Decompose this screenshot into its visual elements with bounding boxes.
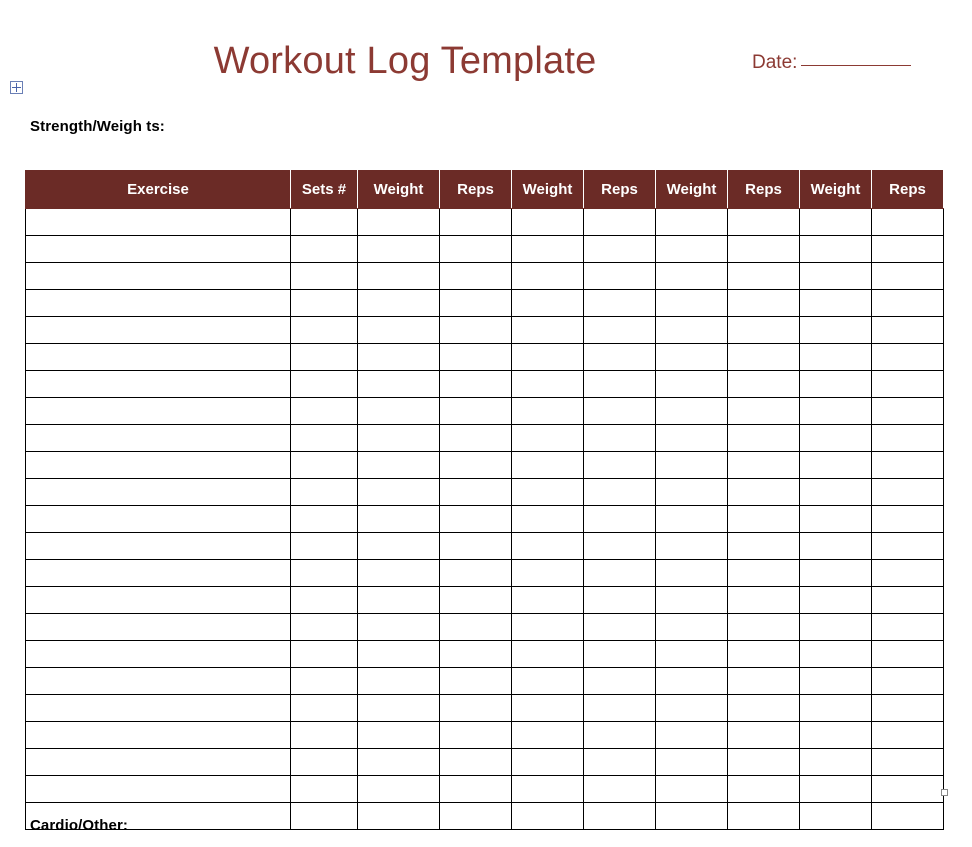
table-cell[interactable] (656, 236, 728, 263)
table-cell[interactable] (584, 398, 656, 425)
table-cell[interactable] (512, 722, 584, 749)
table-cell[interactable] (26, 263, 291, 290)
table-cell[interactable] (358, 236, 440, 263)
table-cell[interactable] (800, 290, 872, 317)
table-cell[interactable] (291, 533, 358, 560)
table-cell[interactable] (512, 560, 584, 587)
table-cell[interactable] (728, 290, 800, 317)
table-cell[interactable] (584, 641, 656, 668)
table-cell[interactable] (440, 587, 512, 614)
table-cell[interactable] (728, 668, 800, 695)
table-row (26, 344, 944, 371)
column-header-reps-1: Reps (440, 171, 512, 209)
table-cell[interactable] (872, 425, 944, 452)
section-label-strength: Strength/Weigh ts: (30, 118, 165, 135)
table-cell[interactable] (358, 371, 440, 398)
table-cell[interactable] (358, 722, 440, 749)
date-label: Date: (752, 52, 798, 73)
table-cell[interactable] (800, 695, 872, 722)
table-cell[interactable] (358, 587, 440, 614)
table-cell[interactable] (512, 695, 584, 722)
table-cell[interactable] (728, 479, 800, 506)
table-cell[interactable] (358, 533, 440, 560)
table-cell[interactable] (512, 479, 584, 506)
table-cell[interactable] (800, 209, 872, 236)
table-cell[interactable] (800, 344, 872, 371)
table-cell[interactable] (291, 344, 358, 371)
table-cell[interactable] (512, 209, 584, 236)
table-cell[interactable] (440, 398, 512, 425)
table-cell[interactable] (728, 371, 800, 398)
table-cell[interactable] (800, 560, 872, 587)
table-cell[interactable] (800, 614, 872, 641)
table-cell[interactable] (728, 263, 800, 290)
table-cell[interactable] (584, 263, 656, 290)
table-cell[interactable] (656, 722, 728, 749)
table-cell[interactable] (872, 371, 944, 398)
table-cell[interactable] (291, 587, 358, 614)
table-row (26, 803, 944, 830)
table-cell[interactable] (800, 479, 872, 506)
table-cell[interactable] (872, 209, 944, 236)
table-cell[interactable] (728, 641, 800, 668)
table-cell[interactable] (800, 317, 872, 344)
table-cell[interactable] (584, 695, 656, 722)
table-body (26, 209, 944, 830)
section-label-cardio: Cardio/Other: (30, 817, 128, 834)
column-header-weight-3: Weight (656, 171, 728, 209)
table-cell[interactable] (656, 668, 728, 695)
table-cell[interactable] (440, 803, 512, 830)
table-cell[interactable] (872, 695, 944, 722)
table-row (26, 317, 944, 344)
table-cell[interactable] (291, 776, 358, 803)
table-cell[interactable] (26, 344, 291, 371)
table-row (26, 776, 944, 803)
table-cell[interactable] (26, 209, 291, 236)
table-cell[interactable] (26, 614, 291, 641)
table-row (26, 668, 944, 695)
table-cell[interactable] (440, 776, 512, 803)
table-cell[interactable] (584, 587, 656, 614)
table-cell[interactable] (512, 533, 584, 560)
table-cell[interactable] (440, 452, 512, 479)
table-cell[interactable] (358, 749, 440, 776)
table-cell[interactable] (872, 533, 944, 560)
table-cell[interactable] (358, 506, 440, 533)
table-cell[interactable] (800, 425, 872, 452)
table-cell[interactable] (26, 641, 291, 668)
table-cell[interactable] (358, 776, 440, 803)
table-cell[interactable] (512, 317, 584, 344)
table-cell[interactable] (800, 803, 872, 830)
table-row (26, 614, 944, 641)
table-cell[interactable] (584, 506, 656, 533)
table-cell[interactable] (440, 290, 512, 317)
table-cell[interactable] (512, 506, 584, 533)
table-cell[interactable] (584, 749, 656, 776)
table-cell[interactable] (291, 425, 358, 452)
table-cell[interactable] (656, 452, 728, 479)
table-cell[interactable] (872, 614, 944, 641)
table-cell[interactable] (440, 533, 512, 560)
table-cell[interactable] (440, 668, 512, 695)
table-cell[interactable] (872, 263, 944, 290)
table-cell[interactable] (358, 803, 440, 830)
table-cell[interactable] (291, 479, 358, 506)
table-cell[interactable] (800, 722, 872, 749)
column-header-weight-2: Weight (512, 171, 584, 209)
table-cell[interactable] (584, 236, 656, 263)
table-cell[interactable] (656, 695, 728, 722)
table-cell[interactable] (26, 533, 291, 560)
table-cell[interactable] (440, 344, 512, 371)
table-cell[interactable] (440, 209, 512, 236)
table-row (26, 560, 944, 587)
strength-log-table (25, 170, 944, 830)
table-cell[interactable] (358, 317, 440, 344)
table-cell[interactable] (26, 695, 291, 722)
table-cell[interactable] (728, 506, 800, 533)
table-cell[interactable] (584, 803, 656, 830)
table-cell[interactable] (656, 479, 728, 506)
table-cell[interactable] (26, 425, 291, 452)
table-row (26, 695, 944, 722)
table-row (26, 749, 944, 776)
table-cell[interactable] (656, 749, 728, 776)
table-cell[interactable] (800, 371, 872, 398)
table-cell[interactable] (440, 479, 512, 506)
table-cell[interactable] (728, 722, 800, 749)
table-cell[interactable] (512, 236, 584, 263)
table-cell[interactable] (800, 668, 872, 695)
table-cell[interactable] (358, 425, 440, 452)
table-row (26, 587, 944, 614)
table-cell[interactable] (512, 425, 584, 452)
table-cell[interactable] (728, 749, 800, 776)
table-cell[interactable] (26, 722, 291, 749)
table-row (26, 371, 944, 398)
table-cell[interactable] (512, 803, 584, 830)
table-cell[interactable] (872, 398, 944, 425)
table-cell[interactable] (584, 425, 656, 452)
table-cell[interactable] (26, 506, 291, 533)
table-cell[interactable] (728, 803, 800, 830)
table-cell[interactable] (872, 587, 944, 614)
table-cell[interactable] (291, 398, 358, 425)
column-header-weight-1: Weight (358, 171, 440, 209)
table-cell[interactable] (728, 587, 800, 614)
table-cell[interactable] (656, 506, 728, 533)
table-cell[interactable] (656, 371, 728, 398)
table-cell[interactable] (358, 290, 440, 317)
table-cell[interactable] (291, 560, 358, 587)
table-cell[interactable] (728, 560, 800, 587)
table-cell[interactable] (512, 749, 584, 776)
date-field-group (752, 52, 911, 74)
table-cell[interactable] (728, 209, 800, 236)
table-cell[interactable] (584, 317, 656, 344)
table-cell[interactable] (872, 290, 944, 317)
table-cell[interactable] (656, 290, 728, 317)
table-cell[interactable] (358, 452, 440, 479)
column-header-reps-4: Reps (872, 171, 944, 209)
table-cell[interactable] (512, 641, 584, 668)
table-cell[interactable] (728, 776, 800, 803)
table-cell[interactable] (440, 749, 512, 776)
table-row (26, 236, 944, 263)
table-cell[interactable] (358, 398, 440, 425)
table-cell[interactable] (728, 236, 800, 263)
table-cell[interactable] (26, 398, 291, 425)
table-cell[interactable] (656, 614, 728, 641)
table-cell[interactable] (728, 344, 800, 371)
table-cell[interactable] (728, 695, 800, 722)
table-cell[interactable] (656, 641, 728, 668)
table-cell[interactable] (656, 560, 728, 587)
table-row (26, 263, 944, 290)
table-cell[interactable] (728, 452, 800, 479)
table-row (26, 452, 944, 479)
table-cell[interactable] (291, 371, 358, 398)
table-cell[interactable] (656, 533, 728, 560)
table-cell[interactable] (584, 668, 656, 695)
table-cell[interactable] (728, 614, 800, 641)
table-row (26, 533, 944, 560)
table-cell[interactable] (291, 722, 358, 749)
table-cell[interactable] (26, 452, 291, 479)
table-cell[interactable] (656, 803, 728, 830)
table-move-handle-icon[interactable] (10, 81, 23, 94)
table-cell[interactable] (291, 506, 358, 533)
table-cell[interactable] (584, 776, 656, 803)
table-cell[interactable] (440, 425, 512, 452)
table-cell[interactable] (26, 236, 291, 263)
table-cell[interactable] (800, 533, 872, 560)
table-cell[interactable] (584, 209, 656, 236)
table-cell[interactable] (800, 506, 872, 533)
table-cell[interactable] (656, 344, 728, 371)
table-cell[interactable] (728, 533, 800, 560)
table-cell[interactable] (26, 560, 291, 587)
table-cell[interactable] (26, 749, 291, 776)
table-cell[interactable] (872, 317, 944, 344)
column-header-reps-3: Reps (728, 171, 800, 209)
table-row (26, 290, 944, 317)
table-cell[interactable] (440, 614, 512, 641)
table-cell[interactable] (291, 695, 358, 722)
table-cell[interactable] (358, 344, 440, 371)
table-cell[interactable] (26, 668, 291, 695)
table-row (26, 641, 944, 668)
table-cell[interactable] (872, 776, 944, 803)
table-cell[interactable] (440, 317, 512, 344)
table-cell[interactable] (584, 479, 656, 506)
table-cell[interactable] (872, 506, 944, 533)
table-cell[interactable] (584, 344, 656, 371)
table-cell[interactable] (358, 695, 440, 722)
table-cell[interactable] (358, 641, 440, 668)
table-cell[interactable] (512, 587, 584, 614)
table-cell[interactable] (26, 290, 291, 317)
table-cell[interactable] (872, 560, 944, 587)
table-cell[interactable] (584, 614, 656, 641)
table-cell[interactable] (512, 290, 584, 317)
table-cell[interactable] (584, 533, 656, 560)
table-cell[interactable] (656, 425, 728, 452)
table-cell[interactable] (26, 317, 291, 344)
table-cell[interactable] (656, 776, 728, 803)
date-input-line[interactable] (801, 52, 911, 66)
table-cell[interactable] (584, 722, 656, 749)
table-cell[interactable] (800, 587, 872, 614)
table-cell[interactable] (656, 587, 728, 614)
table-cell[interactable] (800, 749, 872, 776)
table-cell[interactable] (291, 749, 358, 776)
table-cell[interactable] (26, 479, 291, 506)
table-cell[interactable] (872, 668, 944, 695)
table-cell[interactable] (291, 614, 358, 641)
table-cell[interactable] (358, 614, 440, 641)
table-cell[interactable] (800, 641, 872, 668)
table-cell[interactable] (291, 290, 358, 317)
table-cell[interactable] (440, 263, 512, 290)
table-cell[interactable] (358, 560, 440, 587)
table-cell[interactable] (872, 641, 944, 668)
page-title: Workout Log Template (213, 40, 597, 82)
table-cell[interactable] (512, 398, 584, 425)
table-cell[interactable] (291, 452, 358, 479)
table-cell[interactable] (440, 371, 512, 398)
table-resize-handle-icon[interactable] (941, 789, 948, 796)
table-cell[interactable] (728, 398, 800, 425)
table-cell[interactable] (440, 641, 512, 668)
table-cell[interactable] (656, 263, 728, 290)
table-row (26, 425, 944, 452)
table-cell[interactable] (291, 236, 358, 263)
table-cell[interactable] (584, 560, 656, 587)
table-cell[interactable] (728, 425, 800, 452)
table-cell[interactable] (512, 668, 584, 695)
table-cell[interactable] (584, 290, 656, 317)
table-cell[interactable] (872, 236, 944, 263)
table-cell[interactable] (872, 803, 944, 830)
table-cell[interactable] (26, 776, 291, 803)
table-cell[interactable] (440, 236, 512, 263)
table-cell[interactable] (512, 263, 584, 290)
table-cell[interactable] (872, 344, 944, 371)
table-cell[interactable] (358, 479, 440, 506)
table-cell[interactable] (656, 209, 728, 236)
table-cell[interactable] (800, 263, 872, 290)
column-header-exercise: Exercise (26, 171, 291, 209)
table-cell[interactable] (512, 776, 584, 803)
table-cell[interactable] (512, 371, 584, 398)
table-cell[interactable] (800, 776, 872, 803)
table-cell[interactable] (656, 317, 728, 344)
table-cell[interactable] (800, 398, 872, 425)
table-cell[interactable] (656, 398, 728, 425)
table-cell[interactable] (872, 749, 944, 776)
table-row (26, 506, 944, 533)
table-cell[interactable] (872, 479, 944, 506)
table-header-row (26, 171, 944, 209)
table-cell[interactable] (800, 452, 872, 479)
table-row (26, 398, 944, 425)
table-cell[interactable] (440, 506, 512, 533)
table-cell[interactable] (291, 209, 358, 236)
table-cell[interactable] (872, 452, 944, 479)
table-cell[interactable] (440, 722, 512, 749)
table-row (26, 479, 944, 506)
table-cell[interactable] (440, 560, 512, 587)
table-cell[interactable] (728, 317, 800, 344)
column-header-weight-4: Weight (800, 171, 872, 209)
table-cell[interactable] (872, 722, 944, 749)
table-cell[interactable] (584, 452, 656, 479)
table-row (26, 722, 944, 749)
table-cell[interactable] (291, 317, 358, 344)
column-header-sets: Sets # (291, 171, 358, 209)
table-cell[interactable] (512, 344, 584, 371)
table-cell[interactable] (291, 641, 358, 668)
table-cell[interactable] (26, 371, 291, 398)
table-cell[interactable] (26, 587, 291, 614)
table-row (26, 209, 944, 236)
table-cell[interactable] (291, 668, 358, 695)
table-cell[interactable] (291, 263, 358, 290)
table-cell[interactable] (358, 668, 440, 695)
table-cell[interactable] (512, 614, 584, 641)
table-cell[interactable] (800, 236, 872, 263)
table-cell[interactable] (358, 263, 440, 290)
column-header-reps-2: Reps (584, 171, 656, 209)
table-cell[interactable] (358, 209, 440, 236)
table-cell[interactable] (440, 695, 512, 722)
table-cell[interactable] (512, 452, 584, 479)
table-cell[interactable] (291, 803, 358, 830)
table-cell[interactable] (584, 371, 656, 398)
